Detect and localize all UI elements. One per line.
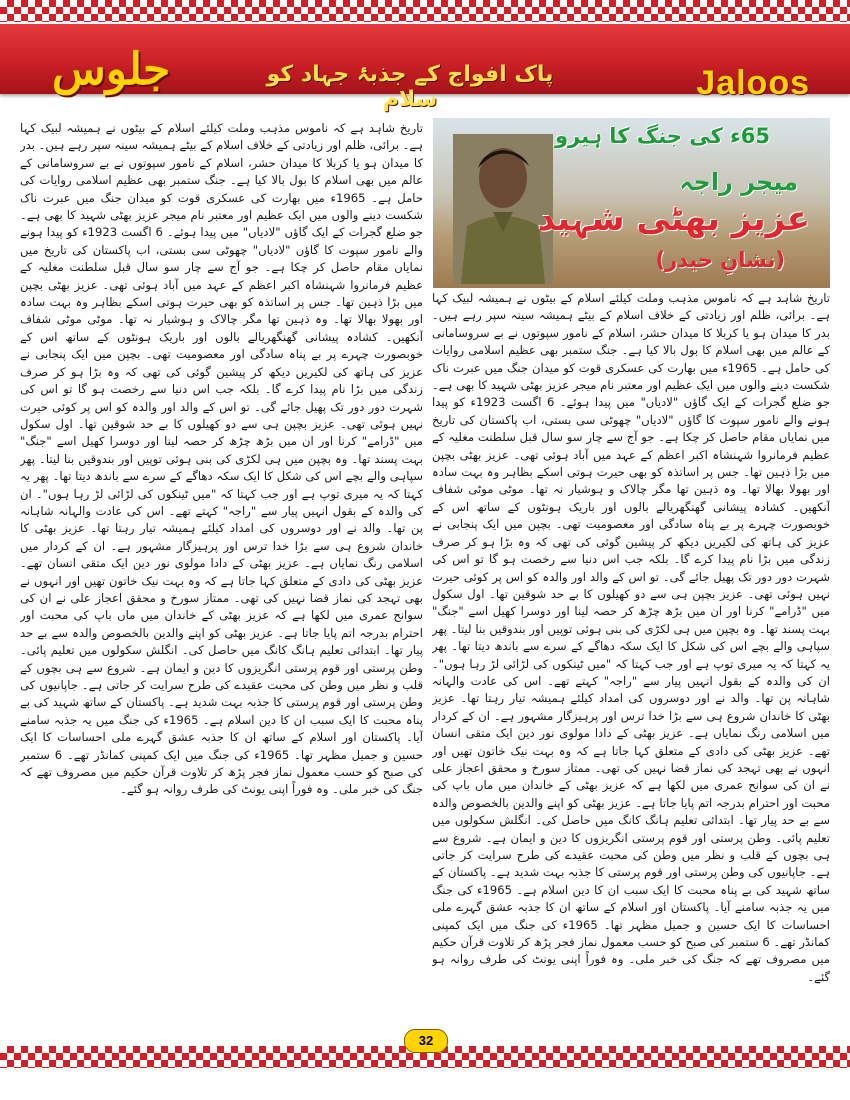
article-column-right: تاریخ شاہد ہے کہ ناموس مذہب وملت کیلئے اسلام کے بیٹوں نے ہمیشہ لبیک کہا ہے۔ برائی، ظلم اور زیادتی کے خلاف اسلام کے بیٹے ہمیشہ سینہ سپر رہے ہیں۔ بدر کا میدان ہو یا کربلا کا میدان حشر، اسلام کے نامور سپوتوں نے بے سروسامانی کے عالم میں بھی اسلام کا بول بالا کیا ہے۔ جنگ ستمبر بھی عظیم اسلامی روایات کی حامل ہے۔ 1965ء میں بھارت کی عسکری قوت کو میدان جنگ میں عبرت ناک شکست دینے والوں میں ایک عظیم اور معتبر نام میجر عزیز بھٹی شہید کا بھی ہے۔ جو ضلع گجرات کے ایک گاؤں "لادیاں" میں پیدا ہوئے۔ 6 اگست 1923ء کو پیدا ہونے والے نامور سپوت کا گاؤں "لادیاں" چھوٹی سی بستی، اب پاکستان کی تاریخ میں نمایاں مقام حاصل کر چکا ہے۔ جو آج سے چار سو سال قبل سلطنت مغلیہ کے عظیم فرمانروا شہنشاہ اکبر اعظم کے عہد میں آباد ہوئی تھی۔ عزیز بھٹی بچپن میں بڑا ذہین تھا۔ جس پر اساتذہ کو بھی حیرت ہوتی اسکے بظاہر وہ بہت سادہ اور بھولا بھالا تھا۔ وہ ذہین تھا مگر چالاک و ہوشیار نہ تھا۔ موٹی موٹی شفاف آنکھیں۔ کشادہ پیشانی گھنگھریالے بالوں اور باریک ہونٹوں کے ساتھ اس کے خوبصورت چہرے پر بے پناہ سادگی اور معصومیت تھی۔ بچپن میں ایک پنجابی نے عزیز کی ہاتھ کی لکیریں دیکھ کر پیشین گوئی کی تھی کہ وہ بڑا ہو کر صرف زندگی میں بڑا نام پیدا کرے گا۔ بلکہ جب اس دنیا سے رخصت ہو گا تو اس کی شہرت دور دور تک پھیل جائے گی۔ تو اس کے والد اور والدہ کو اس پر کوئی حیرت نہیں ہوئی تھی۔ عزیز بچپن ہی سے دو کھیلوں کا بے حد شوقین تھا۔ اول سکول میں "ڈرامے" کرنا اور ان میں بڑھ چڑھ کر حصہ لینا اور دوسرا کھیل اسے "جنگ" بہت پسند تھا۔ وہ بچپن میں ہی لکڑی کی بنی ہوئی توپیں اور بندوقیں بنا لیتا۔ پھر سپاہی والے بچے اس کی شکل کا ایک سکہ دھاگے کے سرے سے باندھ دیتا تھا۔ پھر یہ کہتا کہ یہ میری توپ ہے اور جب کہتا کہ "میں ٹینکوں کی لڑائی لڑ رہا ہوں"۔ ان کی والدہ کے بقول انہیں پیار سے "راجہ" کہتے تھے۔ اس کی عادت والہانہ شاہانہ پن تھا۔ والد نے اور دوسروں کی امداد کیلئے ہمیشہ تیار رہتا تھا۔ عزیز بھٹی کا خاندان شروع ہی سے بڑا خدا ترس اور پرہیزگار مشہور ہے۔ ان کے کردار میں اسلامی رنگ نمایاں ہے۔ عزیز بھٹی کے دادا مولوی نور دین ایک متقی انسان تھے۔ عزیز بھٹی کی دادی کے متعلق کہا جاتا ہے کہ وہ بہت نیک خاتون تھیں اور انہوں نے بھی تہجد کی نماز قضا نہیں کی تھی۔ ممتاز سورخ و محقق اعجاز علی نے ان کی سوانح عمری میں لکھا ہے کہ عزیز بھٹی کے خاندان میں ماں باپ کی محبت اور احترام بدرجہ اتم پایا جاتا ہے۔ عزیز بھٹی کو اپنے والدین بالخصوص والدہ سے بے حد پیار تھا۔ ابتدائی تعلیم ہانگ کانگ میں حاصل کی۔ انگلش سکولوں میں تعلیم پائی۔ وطن پرستی اور قوم پرستی انگریزوں کا دین و ایمان ہے۔ شروع سے ہی بچوں کے قلب و نظر میں وطن کی محبت عقیدے کی طرح سرایت کر جاتی ہے۔ جاپانیوں کی وطن پرستی اور قوم پرستی کا جذبہ بہت شدید ہے۔ پاکستان کے ساتھ شہید کی بے پناہ محبت کا ایک سبب ان کا دین اسلام ہے۔ 1965ء کی جنگ میں یہ جذبہ سامنے آیا۔ پاکستان اور اسلام کے ساتھ ان کا جذبہ عشق گہرے ملی احساسات کا ایک حسین و جمیل مظہر تھا۔ 1965ء کی جنگ میں ایک کمپنی کمانڈر تھے۔ 6 ستمبر کی صبح کو حسب معمول نماز فجر پڑھ کر تلاوت قرآن حکیم میں مصروف تھے کہ جنگ کی خبر ملی۔ وہ فوراً اپنی یونٹ کی طرف روانہ ہو گئے۔ xyxy=(432,291,830,984)
hero-title: 65ء کی جنگ کا ہیرو xyxy=(555,124,770,148)
page-number: 32 xyxy=(404,1029,448,1053)
hero-award: (نشانِ حیدر) xyxy=(655,248,785,272)
hero-name-line2: عزیز بھٹی شہید xyxy=(537,199,810,239)
magazine-logo-urdu: جلوس xyxy=(52,44,171,95)
header-banner xyxy=(0,24,850,112)
header-tagline: پاک افواج کے جذبۂ جہاد کو سلام xyxy=(266,62,554,112)
article-column-left: تاریخ شاہد ہے کہ ناموس مذہب وملت کیلئے اسلام کے بیٹوں نے ہمیشہ لبیک کہا ہے۔ برائی، ظلم اور زیادتی کے خلاف اسلام کے بیٹے ہمیشہ سینہ سپر رہے ہیں۔ بدر کا میدان ہو یا کربلا کا میدان حشر، اسلام کے نامور سپوتوں نے بے سروسامانی کے عالم میں بھی اسلام کا بول بالا کیا ہے۔ جنگ ستمبر بھی عظیم اسلامی روایات کی حامل ہے۔ 1965ء میں بھارت کی عسکری قوت کو میدان جنگ میں عبرت ناک شکست دینے والوں میں ایک عظیم اور معتبر نام میجر عزیز بھٹی شہید کا بھی ہے۔ جو ضلع گجرات کے ایک گاؤں "لادیاں" میں پیدا ہوئے۔ 6 اگست 1923ء کو پیدا ہونے والے نامور سپوت کا گاؤں "لادیاں" چھوٹی سی بستی، اب پاکستان کی تاریخ میں نمایاں مقام حاصل کر چکا ہے۔ جو آج سے چار سو سال قبل سلطنت مغلیہ کے عظیم فرمانروا شہنشاہ اکبر اعظم کے عہد میں آباد ہوئی تھی۔ عزیز بھٹی بچپن میں بڑا ذہین تھا۔ جس پر اساتذہ کو بھی حیرت ہوتی اسکے بظاہر وہ بہت سادہ اور بھولا بھالا تھا۔ وہ ذہین تھا مگر چالاک و ہوشیار نہ تھا۔ موٹی موٹی شفاف آنکھیں۔ کشادہ پیشانی گھنگھریالے بالوں اور باریک ہونٹوں کے ساتھ اس کے خوبصورت چہرے پر بے پناہ سادگی اور معصومیت تھی۔ بچپن میں ایک پنجابی نے عزیز کی ہاتھ کی لکیریں دیکھ کر پیشین گوئی کی تھی کہ وہ بڑا ہو کر صرف زندگی میں بڑا نام پیدا کرے گا۔ بلکہ جب اس دنیا سے رخصت ہو گا تو اس کی شہرت دور دور تک پھیل جائے گی۔ تو اس کے والد اور والدہ کو اس پر کوئی حیرت نہیں ہوئی تھی۔ عزیز بچپن ہی سے دو کھیلوں کا بے حد شوقین تھا۔ اول سکول میں "ڈرامے" کرنا اور ان میں بڑھ چڑھ کر حصہ لینا اور دوسرا کھیل اسے "جنگ" بہت پسند تھا۔ وہ بچپن میں ہی لکڑی کی بنی ہوئی توپیں اور بندوقیں بنا لیتا۔ پھر سپاہی والے بچے اس کی شکل کا ایک سکہ دھاگے کے سرے سے باندھ دیتا تھا۔ پھر یہ کہتا کہ یہ میری توپ ہے اور جب کہتا کہ "میں ٹینکوں کی لڑائی لڑ رہا ہوں"۔ ان کی والدہ کے بقول انہیں پیار سے "راجہ" کہتے تھے۔ اس کی عادت والہانہ شاہانہ پن تھا۔ والد نے اور دوسروں کی امداد کیلئے ہمیشہ تیار رہتا تھا۔ عزیز بھٹی کا خاندان شروع ہی سے بڑا خدا ترس اور پرہیزگار مشہور ہے۔ ان کے کردار میں اسلامی رنگ نمایاں ہے۔ عزیز بھٹی کے دادا مولوی نور دین ایک متقی انسان تھے۔ عزیز بھٹی کی دادی کے متعلق کہا جاتا ہے کہ وہ بہت نیک خاتون تھیں اور انہوں نے بھی تہجد کی نماز قضا نہیں کی تھی۔ ممتاز سورخ و محقق اعجاز علی نے ان کی سوانح عمری میں لکھا ہے کہ عزیز بھٹی کے خاندان میں ماں باپ کی محبت اور احترام بدرجہ اتم پایا جاتا ہے۔ عزیز بھٹی کو اپنے والدین بالخصوص والدہ سے بے حد پیار تھا۔ ابتدائی تعلیم ہانگ کانگ میں حاصل کی۔ انگلش سکولوں میں تعلیم پائی۔ وطن پرستی اور قوم پرستی انگریزوں کا دین و ایمان ہے۔ شروع سے ہی بچوں کے قلب و نظر میں وطن کی محبت عقیدے کی طرح سرایت کر جاتی ہے۔ جاپانیوں کی وطن پرستی اور قوم پرستی کا جذبہ بہت شدید ہے۔ پاکستان کے ساتھ شہید کی بے پناہ محبت کا ایک سبب ان کا دین اسلام ہے۔ 1965ء کی جنگ میں یہ جذبہ سامنے آیا۔ پاکستان اور اسلام کے ساتھ ان کا جذبہ عشق گہرے ملی احساسات کا ایک حسین و جمیل مظہر تھا۔ 1965ء کی جنگ میں ایک کمپنی کمانڈر تھے۔ 6 ستمبر کی صبح کو حسب معمول نماز فجر پڑھ کر تلاوت قرآن حکیم میں مصروف تھے کہ جنگ کی خبر ملی۔ وہ فوراً اپنی یونٹ کی طرف روانہ ہو گئے۔ xyxy=(20,121,423,797)
top-checker-border xyxy=(0,0,850,22)
hero-image xyxy=(433,118,830,288)
hero-name-line1: میجر راجہ xyxy=(679,168,798,196)
magazine-logo-english: Jaloos xyxy=(696,64,810,102)
